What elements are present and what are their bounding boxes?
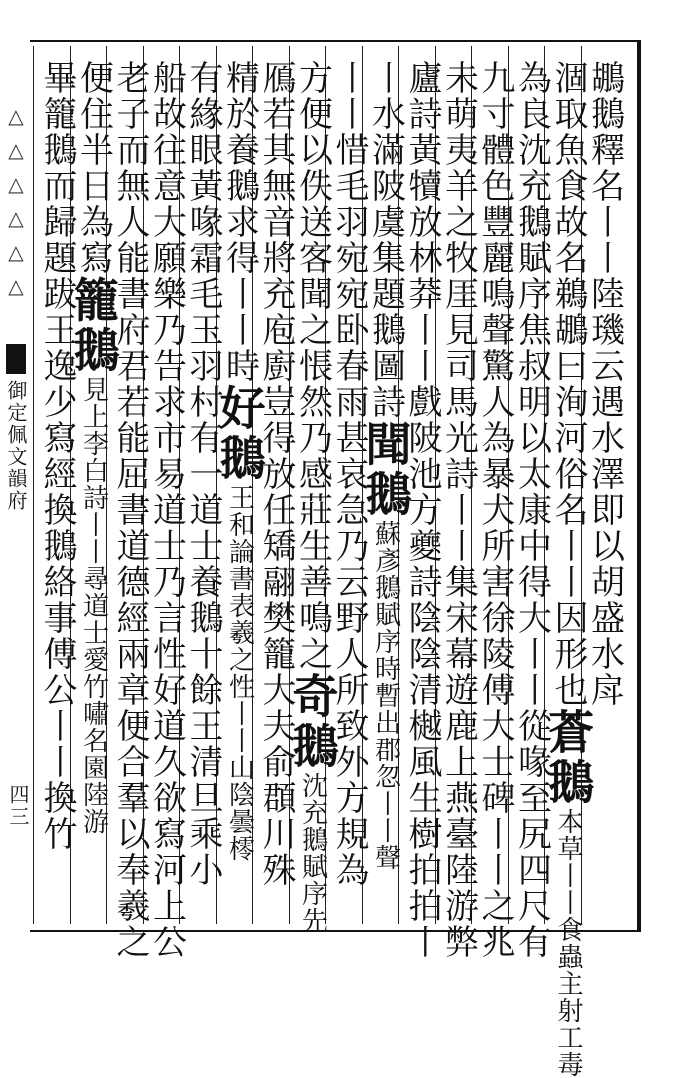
text-column (358, 60, 413, 871)
margin-fish-tail-block (6, 344, 26, 374)
margin-top-text: △△△△△△ (4, 104, 28, 308)
column-text: 蘇彥鵝賦序時暫出郡忽丨丨聲 (370, 520, 401, 871)
column-text: 精於養鵝求得丨丨時 (219, 60, 260, 384)
column-text: 方便以佚送客聞之悵然乃感莊生善鳴之 (292, 60, 333, 672)
headword: 蒼鵝 (541, 708, 595, 808)
column-rule (33, 46, 34, 924)
column-text: 鴈若其無音將充庖廚豈得放任矯翮樊籠 (256, 60, 296, 672)
text-column (584, 60, 626, 708)
text-column (438, 60, 480, 960)
column-text: 見上李白詩丨丨尋道士愛竹嘯名園陸游 (78, 376, 109, 835)
column-text: 大夫俞頵川殊 (256, 672, 296, 888)
column-text: 甚哀急乃云野人所致外方規為 (329, 420, 369, 888)
column-text: 畢籠鵝而歸 (37, 60, 77, 240)
column-text: 題跋王逸少寫經換鵝絡事傅公丨丨換竹 (37, 240, 77, 852)
text-column (541, 60, 595, 1078)
column-text: 老子而無人能書府君若能屈書道德經兩章便合羣以奉羲之 (110, 60, 150, 960)
column-text: 未萌夷羊之牧厓見司馬光詩丨丨集宋幕遊鹿上燕臺陸游弊 (438, 60, 479, 960)
text-column (66, 60, 121, 835)
book-title: 御定佩文韻府 (4, 380, 28, 512)
headword: 好鵝 (212, 384, 267, 484)
column-text: 丨水滿陂虞集題鵝圖詩 (365, 60, 406, 420)
column-text: 廬詩黃犢放林莽丨丨戲陂池方夔詩陰陰清樾風生樹拍拍丨 (402, 60, 442, 960)
column-text: 便住半日為寫 (73, 60, 114, 276)
text-column (36, 60, 78, 852)
column-text: 九寸體色豐麗鳴聲驚人為暴犬所害徐陵傅大士碑丨丨之兆 (475, 60, 515, 960)
text-column (511, 60, 553, 960)
headword: 籠鵝 (66, 276, 121, 376)
column-text: 為良沈充鵝賦序焦叔明以太康中得大丨丨從喙至尻四尺有 (511, 60, 552, 960)
column-text: 船故往意大願樂乃告求市易道士乃言性好道久欲寫河上公 (146, 60, 187, 960)
column-text: 涸取魚食故名鵜鶘曰洵河俗名丨丨因形也 (548, 60, 588, 708)
column-text: 本草丨丨食蟲主射工毒 (553, 808, 583, 1078)
text-column (285, 60, 340, 934)
text-column (146, 60, 188, 960)
text-column (212, 60, 267, 862)
page-number: 四三 (6, 784, 30, 828)
text-column (474, 60, 516, 960)
column-text: 沈充鵝賦序先 (297, 772, 328, 934)
column-text: 鶘鵝釋名丨丨陸璣云遇水澤即以胡盛水戽 (584, 60, 625, 708)
column-text: 丨丨惜毛羽宛宛卧春雨 (329, 60, 369, 420)
headword: 奇鵝 (285, 672, 340, 772)
column-text: 王和論書表羲之性丨丨山陰曇㯪 (224, 484, 255, 862)
text-column (182, 60, 224, 888)
column-text: 有緣眼黃喙霜毛玉羽 (183, 60, 223, 384)
headword: 聞鵝 (358, 420, 413, 520)
text-column (109, 60, 151, 960)
column-text: 村有一道士養鵝十餘王清旦乘小 (183, 384, 223, 888)
left-margin (0, 44, 30, 924)
